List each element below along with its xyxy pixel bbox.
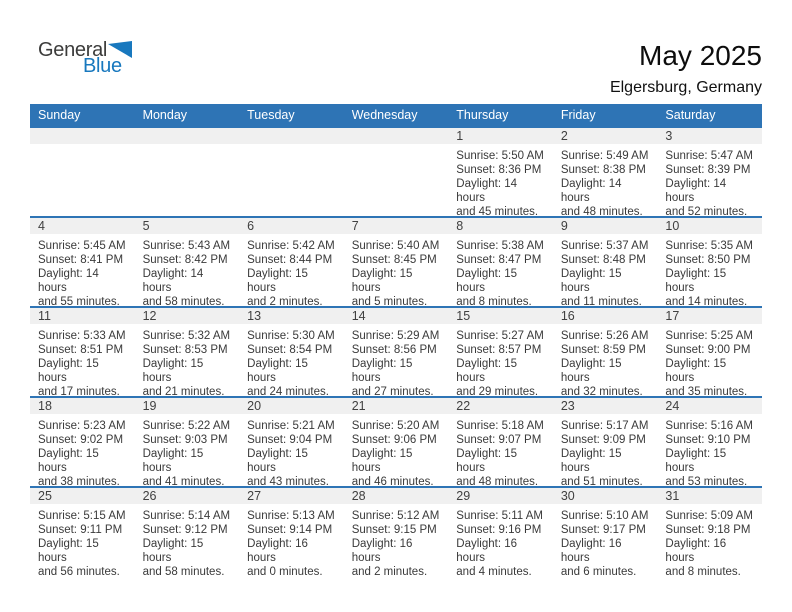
sunrise-text: Sunrise: 5:16 AM [665, 420, 753, 432]
daylight-text-line2: and 48 minutes. [560, 206, 643, 216]
day-cell-11 [30, 308, 135, 396]
date-number: 4 [30, 218, 135, 234]
daylight-text-line2: and 53 minutes. [665, 476, 748, 486]
date-number: 15 [448, 308, 553, 324]
daylight-text-line1: Daylight: 15 hours [38, 538, 99, 564]
daylight-text-line1: Daylight: 15 hours [665, 358, 727, 384]
day-cell-20 [239, 398, 344, 486]
date-number: 1 [448, 128, 553, 144]
sunset-text: Sunset: 8:44 PM [247, 254, 333, 266]
daylight-text-line1: Daylight: 15 hours [456, 268, 518, 294]
day-cell-13 [239, 308, 344, 396]
sunrise-text: Sunrise: 5:35 AM [665, 240, 753, 252]
weekday-header-wednesday: Wednesday [351, 108, 418, 122]
week-row [30, 306, 762, 396]
sunset-text: Sunset: 9:17 PM [560, 524, 646, 536]
date-number: 6 [239, 218, 344, 234]
week-row [30, 126, 762, 216]
daylight-text-line2: and 48 minutes. [456, 476, 539, 486]
daylight-text-line2: and 41 minutes. [142, 476, 225, 486]
daylight-text-line1: Daylight: 16 hours [456, 538, 518, 564]
day-cell-9 [553, 218, 658, 306]
date-number [30, 128, 135, 144]
sunrise-text: Sunrise: 5:13 AM [247, 510, 335, 522]
calendar-grid [30, 104, 762, 576]
sunrise-text: Sunrise: 5:25 AM [665, 330, 753, 342]
day-cell-16 [553, 308, 658, 396]
day-cell-1 [448, 128, 553, 216]
day-cell-4 [30, 218, 135, 306]
weekday-header-tuesday: Tuesday [247, 108, 295, 122]
sunset-text: Sunset: 9:06 PM [351, 434, 437, 446]
day-cell-empty [135, 128, 240, 216]
day-details [30, 234, 135, 306]
day-cell-12 [135, 308, 240, 396]
daylight-text-line2: and 58 minutes. [142, 296, 225, 306]
sunset-text: Sunset: 8:47 PM [456, 254, 542, 266]
sunrise-text: Sunrise: 5:14 AM [142, 510, 231, 522]
sunset-text: Sunset: 8:39 PM [665, 164, 751, 176]
sunrise-text: Sunrise: 5:26 AM [560, 330, 649, 342]
daylight-text-line2: and 24 minutes. [247, 386, 329, 396]
date-number: 22 [448, 398, 553, 414]
sunset-text: Sunset: 8:59 PM [560, 344, 646, 356]
daylight-text-line2: and 14 minutes. [665, 296, 748, 306]
date-number: 13 [239, 308, 344, 324]
daylight-text-line2: and 27 minutes. [351, 386, 434, 396]
daylight-text-line2: and 5 minutes. [351, 296, 428, 306]
day-details [448, 144, 553, 216]
date-number: 2 [553, 128, 658, 144]
sunset-text: Sunset: 8:41 PM [38, 254, 124, 266]
date-number: 12 [135, 308, 240, 324]
date-number: 11 [30, 308, 135, 324]
sunset-text: Sunset: 9:15 PM [351, 524, 437, 536]
week-row [30, 396, 762, 486]
sunset-text: Sunset: 8:45 PM [351, 254, 437, 266]
day-cell-28 [344, 488, 449, 576]
sunset-text: Sunset: 8:54 PM [247, 344, 333, 356]
title-block [610, 40, 762, 97]
daylight-text-line1: Daylight: 15 hours [247, 448, 308, 474]
sunrise-text: Sunrise: 5:20 AM [351, 420, 440, 432]
daylight-text-line1: Daylight: 14 hours [665, 178, 727, 204]
day-details [448, 504, 553, 576]
week-row [30, 486, 762, 576]
day-details [344, 234, 449, 306]
day-cell-19 [135, 398, 240, 486]
date-number: 9 [553, 218, 658, 234]
page-header [30, 40, 762, 102]
daylight-text-line1: Daylight: 15 hours [456, 448, 518, 474]
sunset-text: Sunset: 9:16 PM [456, 524, 542, 536]
sunrise-text: Sunrise: 5:22 AM [142, 420, 231, 432]
daylight-text-line2: and 29 minutes. [456, 386, 539, 396]
day-cell-26 [135, 488, 240, 576]
daylight-text-line2: and 52 minutes. [665, 206, 748, 216]
daylight-text-line1: Daylight: 15 hours [351, 268, 413, 294]
daylight-text-line2: and 51 minutes. [560, 476, 643, 486]
date-number: 21 [344, 398, 449, 414]
sunrise-text: Sunrise: 5:10 AM [560, 510, 649, 522]
date-number [344, 128, 449, 144]
sunset-text: Sunset: 9:14 PM [247, 524, 333, 536]
day-details [657, 414, 762, 486]
daylight-text-line1: Daylight: 15 hours [351, 448, 413, 474]
daylight-text-line1: Daylight: 15 hours [38, 448, 99, 474]
day-details [30, 504, 135, 576]
date-number: 8 [448, 218, 553, 234]
date-number: 23 [553, 398, 658, 414]
day-cell-23 [553, 398, 658, 486]
daylight-text-line2: and 8 minutes. [665, 566, 741, 576]
date-number: 25 [30, 488, 135, 504]
day-cell-21 [344, 398, 449, 486]
day-cell-18 [30, 398, 135, 486]
day-cell-24 [657, 398, 762, 486]
date-number: 27 [239, 488, 344, 504]
sunrise-text: Sunrise: 5:17 AM [560, 420, 649, 432]
daylight-text-line2: and 11 minutes. [560, 296, 642, 306]
date-number: 7 [344, 218, 449, 234]
date-number: 24 [657, 398, 762, 414]
sunrise-text: Sunrise: 5:33 AM [38, 330, 126, 342]
sunrise-text: Sunrise: 5:49 AM [560, 150, 649, 162]
date-number: 20 [239, 398, 344, 414]
daylight-text-line2: and 8 minutes. [456, 296, 532, 306]
day-cell-5 [135, 218, 240, 306]
sunrise-text: Sunrise: 5:18 AM [456, 420, 544, 432]
day-cell-empty [239, 128, 344, 216]
day-cell-15 [448, 308, 553, 396]
day-cell-14 [344, 308, 449, 396]
general-blue-logo [38, 40, 132, 76]
daylight-text-line1: Daylight: 15 hours [560, 268, 622, 294]
sunset-text: Sunset: 9:11 PM [38, 524, 123, 536]
daylight-text-line1: Daylight: 15 hours [456, 358, 518, 384]
sunrise-text: Sunrise: 5:30 AM [247, 330, 335, 342]
day-cell-10 [657, 218, 762, 306]
daylight-text-line2: and 45 minutes. [456, 206, 539, 216]
daylight-text-line1: Daylight: 16 hours [560, 538, 622, 564]
day-cell-8 [448, 218, 553, 306]
daylight-text-line2: and 0 minutes. [247, 566, 323, 576]
sunset-text: Sunset: 9:09 PM [560, 434, 646, 446]
weekday-header-row [30, 104, 762, 126]
sunrise-text: Sunrise: 5:23 AM [38, 420, 126, 432]
date-number: 5 [135, 218, 240, 234]
day-cell-3 [657, 128, 762, 216]
weekday-header-sunday: Sunday [38, 108, 81, 122]
daylight-text-line2: and 35 minutes. [665, 386, 748, 396]
sunset-text: Sunset: 8:57 PM [456, 344, 542, 356]
day-cell-empty [30, 128, 135, 216]
date-number: 31 [657, 488, 762, 504]
sunrise-text: Sunrise: 5:50 AM [456, 150, 544, 162]
daylight-text-line2: and 2 minutes. [247, 296, 323, 306]
daylight-text-line1: Daylight: 16 hours [351, 538, 413, 564]
day-cell-17 [657, 308, 762, 396]
day-details [448, 234, 553, 306]
daylight-text-line1: Daylight: 15 hours [351, 358, 413, 384]
daylight-text-line2: and 21 minutes. [142, 386, 225, 396]
sunset-text: Sunset: 8:42 PM [142, 254, 228, 266]
day-cell-empty [344, 128, 449, 216]
sunset-text: Sunset: 8:36 PM [456, 164, 542, 176]
daylight-text-line2: and 2 minutes. [351, 566, 428, 576]
day-cell-31 [657, 488, 762, 576]
day-cell-29 [448, 488, 553, 576]
daylight-text-line1: Daylight: 14 hours [560, 178, 622, 204]
day-details [553, 144, 658, 216]
day-cell-25 [30, 488, 135, 576]
sunset-text: Sunset: 8:51 PM [38, 344, 124, 356]
sunset-text: Sunset: 8:53 PM [142, 344, 228, 356]
daylight-text-line2: and 38 minutes. [38, 476, 120, 486]
sunset-text: Sunset: 9:02 PM [38, 434, 124, 446]
sunrise-text: Sunrise: 5:40 AM [351, 240, 440, 252]
daylight-text-line1: Daylight: 15 hours [142, 358, 204, 384]
daylight-text-line1: Daylight: 14 hours [456, 178, 518, 204]
day-cell-22 [448, 398, 553, 486]
day-details [657, 144, 762, 216]
day-details [344, 414, 449, 486]
date-number: 18 [30, 398, 135, 414]
weeks-container [30, 126, 762, 576]
sunset-text: Sunset: 9:04 PM [247, 434, 333, 446]
sunrise-text: Sunrise: 5:45 AM [38, 240, 126, 252]
daylight-text-line1: Daylight: 15 hours [665, 268, 727, 294]
day-details [448, 324, 553, 396]
daylight-text-line2: and 46 minutes. [351, 476, 434, 486]
day-cell-27 [239, 488, 344, 576]
day-details [657, 324, 762, 396]
logo-text-general: General [38, 39, 108, 61]
sunset-text: Sunset: 9:00 PM [665, 344, 751, 356]
date-number: 3 [657, 128, 762, 144]
daylight-text-line1: Daylight: 15 hours [247, 268, 308, 294]
date-number: 28 [344, 488, 449, 504]
daylight-text-line1: Daylight: 15 hours [38, 358, 99, 384]
sunset-text: Sunset: 9:12 PM [142, 524, 228, 536]
date-number: 16 [553, 308, 658, 324]
sunrise-text: Sunrise: 5:12 AM [351, 510, 440, 522]
day-details [239, 504, 344, 576]
sunrise-text: Sunrise: 5:27 AM [456, 330, 544, 342]
sunset-text: Sunset: 8:38 PM [560, 164, 646, 176]
week-row [30, 216, 762, 306]
day-details [239, 234, 344, 306]
day-details [135, 324, 240, 396]
sunrise-text: Sunrise: 5:43 AM [142, 240, 231, 252]
weekday-header-monday: Monday [142, 108, 188, 122]
daylight-text-line1: Daylight: 15 hours [247, 358, 308, 384]
date-number: 14 [344, 308, 449, 324]
daylight-text-line2: and 32 minutes. [560, 386, 643, 396]
day-details [344, 324, 449, 396]
daylight-text-line2: and 55 minutes. [38, 296, 120, 306]
day-details [553, 324, 658, 396]
sunrise-text: Sunrise: 5:32 AM [142, 330, 231, 342]
logo-text-blue: Blue [83, 55, 122, 77]
date-number: 19 [135, 398, 240, 414]
day-details [135, 234, 240, 306]
daylight-text-line2: and 56 minutes. [38, 566, 120, 576]
sunset-text: Sunset: 8:50 PM [665, 254, 751, 266]
sunrise-text: Sunrise: 5:29 AM [351, 330, 440, 342]
daylight-text-line1: Daylight: 15 hours [142, 538, 204, 564]
day-details [553, 414, 658, 486]
daylight-text-line1: Daylight: 15 hours [142, 448, 204, 474]
day-cell-6 [239, 218, 344, 306]
date-number [135, 128, 240, 144]
sunrise-text: Sunrise: 5:42 AM [247, 240, 335, 252]
daylight-text-line2: and 6 minutes. [560, 566, 637, 576]
day-cell-2 [553, 128, 658, 216]
day-details [553, 234, 658, 306]
sunrise-text: Sunrise: 5:11 AM [456, 510, 544, 522]
day-details [239, 324, 344, 396]
daylight-text-line2: and 43 minutes. [247, 476, 329, 486]
daylight-text-line2: and 4 minutes. [456, 566, 532, 576]
sunset-text: Sunset: 8:56 PM [351, 344, 437, 356]
weekday-header-friday: Friday [560, 108, 596, 122]
sunrise-text: Sunrise: 5:38 AM [456, 240, 544, 252]
weekday-header-saturday: Saturday [665, 108, 716, 122]
daylight-text-line1: Daylight: 15 hours [560, 448, 622, 474]
daylight-text-line1: Daylight: 16 hours [247, 538, 308, 564]
daylight-text-line2: and 17 minutes. [38, 386, 120, 396]
day-details [30, 414, 135, 486]
sunrise-text: Sunrise: 5:21 AM [247, 420, 335, 432]
date-number: 10 [657, 218, 762, 234]
sunset-text: Sunset: 9:10 PM [665, 434, 751, 446]
day-details [553, 504, 658, 576]
sunrise-text: Sunrise: 5:37 AM [560, 240, 649, 252]
day-details [448, 414, 553, 486]
day-details [239, 414, 344, 486]
weekday-header-thursday: Thursday [456, 108, 509, 122]
day-cell-30 [553, 488, 658, 576]
daylight-text-line1: Daylight: 14 hours [38, 268, 99, 294]
month-title: May 2025 [639, 40, 762, 71]
daylight-text-line2: and 58 minutes. [142, 566, 225, 576]
day-details [135, 504, 240, 576]
sunset-text: Sunset: 9:07 PM [456, 434, 542, 446]
day-details [135, 414, 240, 486]
daylight-text-line1: Daylight: 14 hours [142, 268, 204, 294]
daylight-text-line1: Daylight: 15 hours [665, 448, 727, 474]
day-details [30, 324, 135, 396]
date-number [239, 128, 344, 144]
date-number: 17 [657, 308, 762, 324]
location-subtitle: Elgersburg, Germany [609, 79, 762, 96]
day-details [344, 504, 449, 576]
date-number: 26 [135, 488, 240, 504]
date-number: 29 [448, 488, 553, 504]
day-details [657, 504, 762, 576]
day-details [657, 234, 762, 306]
daylight-text-line1: Daylight: 16 hours [665, 538, 727, 564]
daylight-text-line1: Daylight: 15 hours [560, 358, 622, 384]
sunrise-text: Sunrise: 5:47 AM [665, 150, 753, 162]
sunrise-text: Sunrise: 5:15 AM [38, 510, 126, 522]
sunset-text: Sunset: 8:48 PM [560, 254, 646, 266]
sunrise-text: Sunrise: 5:09 AM [665, 510, 753, 522]
sunset-text: Sunset: 9:18 PM [665, 524, 751, 536]
date-number: 30 [553, 488, 658, 504]
day-cell-7 [344, 218, 449, 306]
sunset-text: Sunset: 9:03 PM [142, 434, 228, 446]
